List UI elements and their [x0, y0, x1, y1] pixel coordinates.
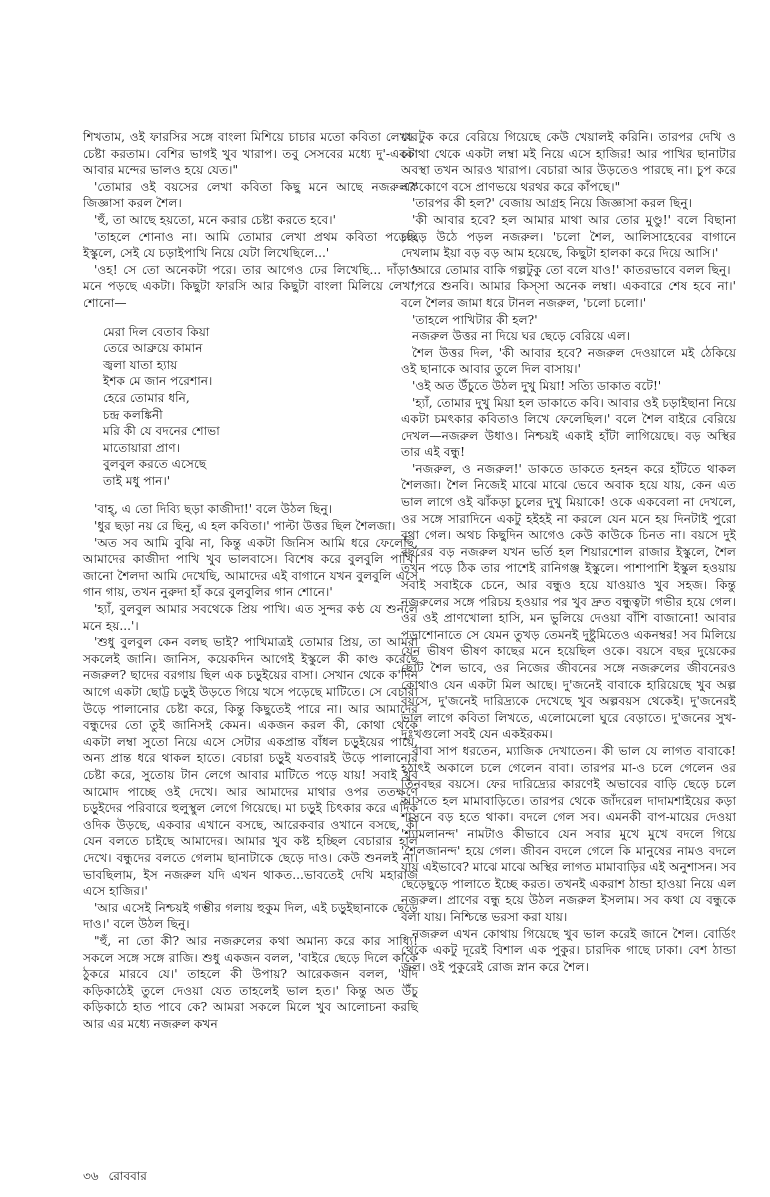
poem-line: হেরে তোমার ধনি, [103, 390, 190, 405]
poem-line: মেরা দিল বেতাব কিয়া [103, 324, 210, 339]
paragraph: 'তারপর কী হল?' বেজায় আগ্রহ নিয়ে জিজ্ঞাসা করল ছিনু। [411, 196, 692, 211]
paragraph: 'শুধু বুলবুল কেন বলছ ভাই? পাখিমাত্রই তোমার প্রিয়, তা আমরা সকলেই জানি। জানিস, কয়েকদিন আগেই ইস্কুলে কী কাণ্ড করেছে নজরুল? ছাদের বরগায় ছিল এক চড়ুইয়ের বাসা। সেখান থেকে ক'দিন আগে একটা ছোট্ট চড়ুই উড়তে গিয়ে খসে পড়েছে মাটিতে। সে বেচারা উড়ে পালানোর চেষ্টা করে, কিন্তু কিছুতেই পারে না। আর আমাদের বন্ধুদের তো তুই জানিসই কেমন। একজন করল কী, কোথা থেকে একটা লম্বা সুতো নিয়ে এসে সেটার একপ্রান্ত বাঁধল চড়ুইয়ের পায়ে, অন্য প্রান্ত ধরে থাকল হাতে। বেচারা চড়ুই যতবারই উড়ে পালানোর চেষ্টা করে, সুতোয় টান লেগে আবার মাটিতে পড়ে যায়! সবাই খুব আমোদ পাচ্ছে ওই দেখে। আর আমাদের মাথার ওপর ততক্ষণে চড়ুইদের পরিবারে হুলুস্থুল লেগে গিয়েছে। মা চড়ুই চিৎকার করে এদিক ওদিক উড়ছে, একবার এখানে বসছে, আরেকবার ওখানে বসছে, কী যেন বলতে চাইছে আমাদের। আমার খুব কষ্ট হচ্ছিল বেচারার হাল দেখে। বন্ধুদের বলতে গেলাম ছানাটাকে ছেড়ে দাও। কেউ শুনলই না। ভাবছিলাম, ইস নজরুল যদি এখন থাকত...ভাবতেই দেখি মহারাজ এসে হাজির।' [83, 635, 418, 899]
paragraph: নজরুল উত্তর না দিয়ে ঘর ছেড়ে বেরিয়ে এল। [411, 329, 631, 344]
magazine-name: রোববার [108, 1169, 147, 1183]
poem-line: তাই মধু পান।' [103, 473, 171, 488]
paragraph: নজরুল এখন কোথায় গিয়েছে খুব ভাল করেই জানে শৈল। বোর্ডিং থেকে একটু দূরেই বিশাল এক পুকুর। চারদিক গাছে ঢাকা। বেশ ঠান্ডা জল। ওই পুকুরেই রোজ স্নান করে শৈল। [401, 926, 736, 974]
page-number: ৩৬ [83, 1169, 99, 1183]
paragraph: 'ওহ! সে তো অনেকটা পরে। তার আগেও ঢের লিখেছি... দাঁড়াও মনে পড়ছে একটা। কিছুটা ফারসি আর কিছুটা বাংলা মিলিয়ে লেখা, শোনো— [83, 262, 418, 310]
paragraph: 'ধুর ছড়া নয় রে ছিনু, এ হল কবিতা।' পাল্টা উত্তর ছিল শৈলজা। [93, 519, 396, 534]
paragraph: 'অত সব আমি বুঝি না, কিন্তু একটা জিনিস আমি ধরে ফেলেছি, আমাদের কাজীদা পাখি খুব ভালবাসে। বিশেষ করে বুলবুলি পাখি। জানো শৈলদা আমি দেখেছি, আমাদের এই বাগানে যখন বুলবুলি এসে গান গায়, তখন নুরুদা হাঁ করে বুলবুলির গান শোনে।' [83, 535, 418, 600]
paragraph: শৈল উত্তর দিল, 'কী আবার হবে? নজরুল দেওয়ালে মই ঠেকিয়ে ওই ছানাকে আবার তুলে দিল বাসায়।' [401, 345, 736, 377]
paragraph: 'বাহ্, এ তো দিব্যি ছড়া কাজীদা!' বলে উঠল ছিনু। [93, 502, 333, 517]
paragraph: 'হ্যাঁ, বুলবুল আমার সবথেকে প্রিয় পাখি। এত সুন্দর কণ্ঠ যে শুনলে মনে হয়...'। [83, 602, 418, 633]
paragraph: 'আরে তোমার বাকি গল্পটুকু তো বলে যাও!' কাতরভাবে বলল ছিনু। [411, 262, 731, 277]
poem-line: বুলবুল করতে এসেছে [103, 457, 207, 472]
paragraph: 'নজরুল, ও নজরুল!' ডাকতে ডাকতে হনহন করে হাঁটতে থাকল শৈলজা। শৈল নিজেই মাঝে মাঝে ভেবে অবাক হয়ে যায়, কেন এত ভাল লাগে ওই ঝাঁকড়া চুলের দুখু মিয়াকে! ওকে একবেলা না দেখলে, ওর সঙ্গে সারাদিনে একটু হইহই না করলে যেন মনে হয় দিনটাই পুরো বৃথা গেল। অথচ কিছুদিন আগেও কেউ কাউকে চিনত না। বয়সে দুই বছরের বড় নজরুল যখন ভর্তি হল শিয়ারশোল রাজার ইস্কুলে, শৈল তখন পড়ে ঠিক তার পাশেই রানিগঞ্জ ইস্কুলে। পাশাপাশি ইস্কুল হওয়ায় সবাই সবাইকে চেনে, আর বন্ধুও হয়ে যাওয়াও খুব সহজ। কিন্তু নজরুলের সঙ্গে পরিচয় হওয়ার পর খুব দ্রুত বন্ধুত্বটা গভীর হয়ে গেল। ওর ওই প্রাণখোলা হাসি, মন ভুলিয়ে দেওয়া বাঁশি বাজানো! আবার পড়াশোনাতে সে যেমন তুখড় তেমনই দুষ্টুমিতেও একনম্বর! সব মিলিয়ে যেন ভীষণ ভীষণ কাছের মনে হয়েছিল ওকে। বয়সে বছর দুয়েকের ছোট শৈল ভাবে, ওর নিজের জীবনের সঙ্গে নজরুলের জীবনেরও কোথাও যেন একটা মিল আছে। দু'জনেই বাবাকে হারিয়েছে খুব অল্প বয়সে, দু'জনেই দারিদ্র্যকে দেখেছে খুব অল্পবয়স থেকেই। দু'জনেরই ভাল লাগে কবিতা লিখতে, এলোমেলো ঘুরে বেড়াতে। দু'জনের সুখ-দুঃখগুলো সবই যেন একইরকম। [401, 461, 736, 742]
paragraph: 'পরে শুনবি। আমার কিস্সা অনেক লম্বা। একবারে শেষ হবে না।' বলে শৈলর জামা ধরে টানল নজরুল, 'চলো চলো।' [401, 279, 736, 310]
paragraph: 'কী আবার হবে? হল আমার মাথা আর তোর মুণ্ডু!' বলে বিছানা ছেড়ে উঠে পড়ল নজরুল। 'চলো শৈল, আলিসাহেবের বাগানে দেখলাম ইয়া বড় বড় আম হয়েছে, কিছুটা হালকা করে দিয়ে আসি।' [401, 212, 736, 261]
poem-line: ইশক মে জান পরেশান। [103, 374, 213, 389]
poem-block [83, 324, 418, 490]
paragraph: যে টুক করে বেরিয়ে গিয়েছে কেউ খেয়ালই করিনি। তারপর দেখি ও কোথা থেকে একটা লম্বা মই নিয়ে এসে হাজির! আর পাখির ছানাটার অবস্থা তখন আরও খারাপ। বেচারা আর উড়তেও পারছে না। চুপ করে এককোণে বসে প্রাণভয়ে থরথর করে কাঁপছে।" [401, 130, 736, 194]
poem-line: মরি কী যে বদনের শোভা [103, 424, 220, 439]
page-footer [83, 1168, 153, 1188]
paragraph: 'হ্যাঁ, তোমার দুখু মিয়া হল ডাকাতে কবি। আবার ওই চড়াইছানা নিয়ে একটা চমৎকার কবিতাও লিখে ফেলেছিল।' বলে শৈল বাইরে বেরিয়ে দেখল—নজরুল উধাও। নিশ্চয়ই একাই হাঁটা লাগিয়েছে। বড় অস্থির তার এই বন্ধু! [401, 395, 736, 460]
paragraph: 'তোমার ওই বয়সের লেখা কবিতা কিছু মনে আছে নজরুল?' জিজ্ঞাসা করল শৈল। [83, 179, 418, 211]
paragraph: বাবা সাপ ধরতেন, ম্যাজিক দেখাতেন। কী ভাল যে লাগত বাবাকে! হঠাৎই অকালে চলে গেলেন বাবা। তারপর মা-ও চলে গেলেন ওর তিনবছর বয়সে। ফের দারিদ্র্যের কারণেই অভাবের বাড়ি ছেড়ে চলে আসতে হল মামাবাড়িতে। তারপর থেকে জাঁদরেল দাদামশাইয়ের কড়া শাসনে বড় হতে থাকা। বদলে গেল সব। এমনকী বাপ-মায়ের দেওয়া 'শ্যামলানন্দ' নামটাও কীভাবে যেন সবার মুখে মুখে বদলে গিয়ে 'শৈলজানন্দ' হয়ে গেল। জীবন বদলে গেলে কি মানুষের নামও বদলে যায় এইভাবে? মাঝে মাঝে অস্থির লাগত মামাবাড়ির এই অনুশাসন। সব ছেড়েছুড়ে পালাতে ইচ্ছে করত। তখনই একরাশ ঠান্ডা হাওয়া নিয়ে এল নজরুল। প্রাণের বন্ধু হয়ে উঠল নজরুল ইসলাম। সব কথা যে বন্ধুকে বলা যায়। নিশ্চিন্তে ভরসা করা যায়। [401, 743, 736, 924]
left-paragraphs-after-poem [83, 501, 418, 1032]
paragraph: শিখতাম, ওই ফারসির সঙ্গে বাংলা মিশিয়ে চাচার মতো কবিতা লেখার চেষ্টা করতাম। বেশির ভাগই খুব খারাপ। তবু সেসবের মধ্যে দু'-একটা আবার মন্দের ভালও হয়ে যেত।" [83, 130, 418, 178]
left-paragraphs-before-poem [83, 129, 418, 312]
poem-line: জ্বলা যাতা হ্যায় [103, 357, 178, 372]
paragraph: "হুঁ, না তো কী? আর নজরুলের কথা অমান্য করে কার সাধ্যি! সকলে সঙ্গে সঙ্গে রাজি। শুধু একজন বলল, 'বাইরে ছেড়ে দিলে কাকে ঠুকরে মারবে যে।' তাহলে কী উপায়? আরেকজন বলল, 'যদি কড়িকাঠেই তুলে দেওয়া যেত তাহলেই ভাল হত।' কিন্তু অত উঁচু কড়িকাঠে হাত পাবে কে? আমরা সকলে মিলে খুব আলোচনা করছি আর এর মধ্যে নজরুল কখন [83, 933, 418, 1031]
right-column [401, 129, 736, 975]
paragraph: 'তাহলে শোনাও না। আমি তোমার লেখা প্রথম কবিতা পড়েছি ইস্কুলে, সেই যে চড়াইপাখি নিয়ে যেটা লিখেছিলে...' [83, 229, 418, 261]
left-column [83, 129, 418, 1032]
poem-line: মাতোয়ারা প্রাণ। [103, 440, 181, 455]
paragraph: 'হুঁ, তা আছে হয়তো, মনে করার চেষ্টা করতে হবে।' [93, 212, 337, 227]
paragraph: 'তাহলে পাখিটার কী হল?' [411, 312, 538, 327]
paragraph: 'ওই অত উঁচুতে উঠল দুখু মিয়া! সত্যি ডাকাত বটে!' [411, 378, 662, 393]
poem-line: চন্দ্র কলঙ্কিনী [103, 407, 163, 422]
poem-line: তেরে আব্রুয়ে কামান [103, 341, 203, 356]
right-paragraphs [401, 129, 736, 975]
paragraph: 'আর এসেই নিশ্চয়ই গম্ভীর গলায় হুকুম দিল, এই চড়ুইছানাকে ছেড়ে দাও।' বলে উঠল ছিনু। [83, 900, 418, 932]
